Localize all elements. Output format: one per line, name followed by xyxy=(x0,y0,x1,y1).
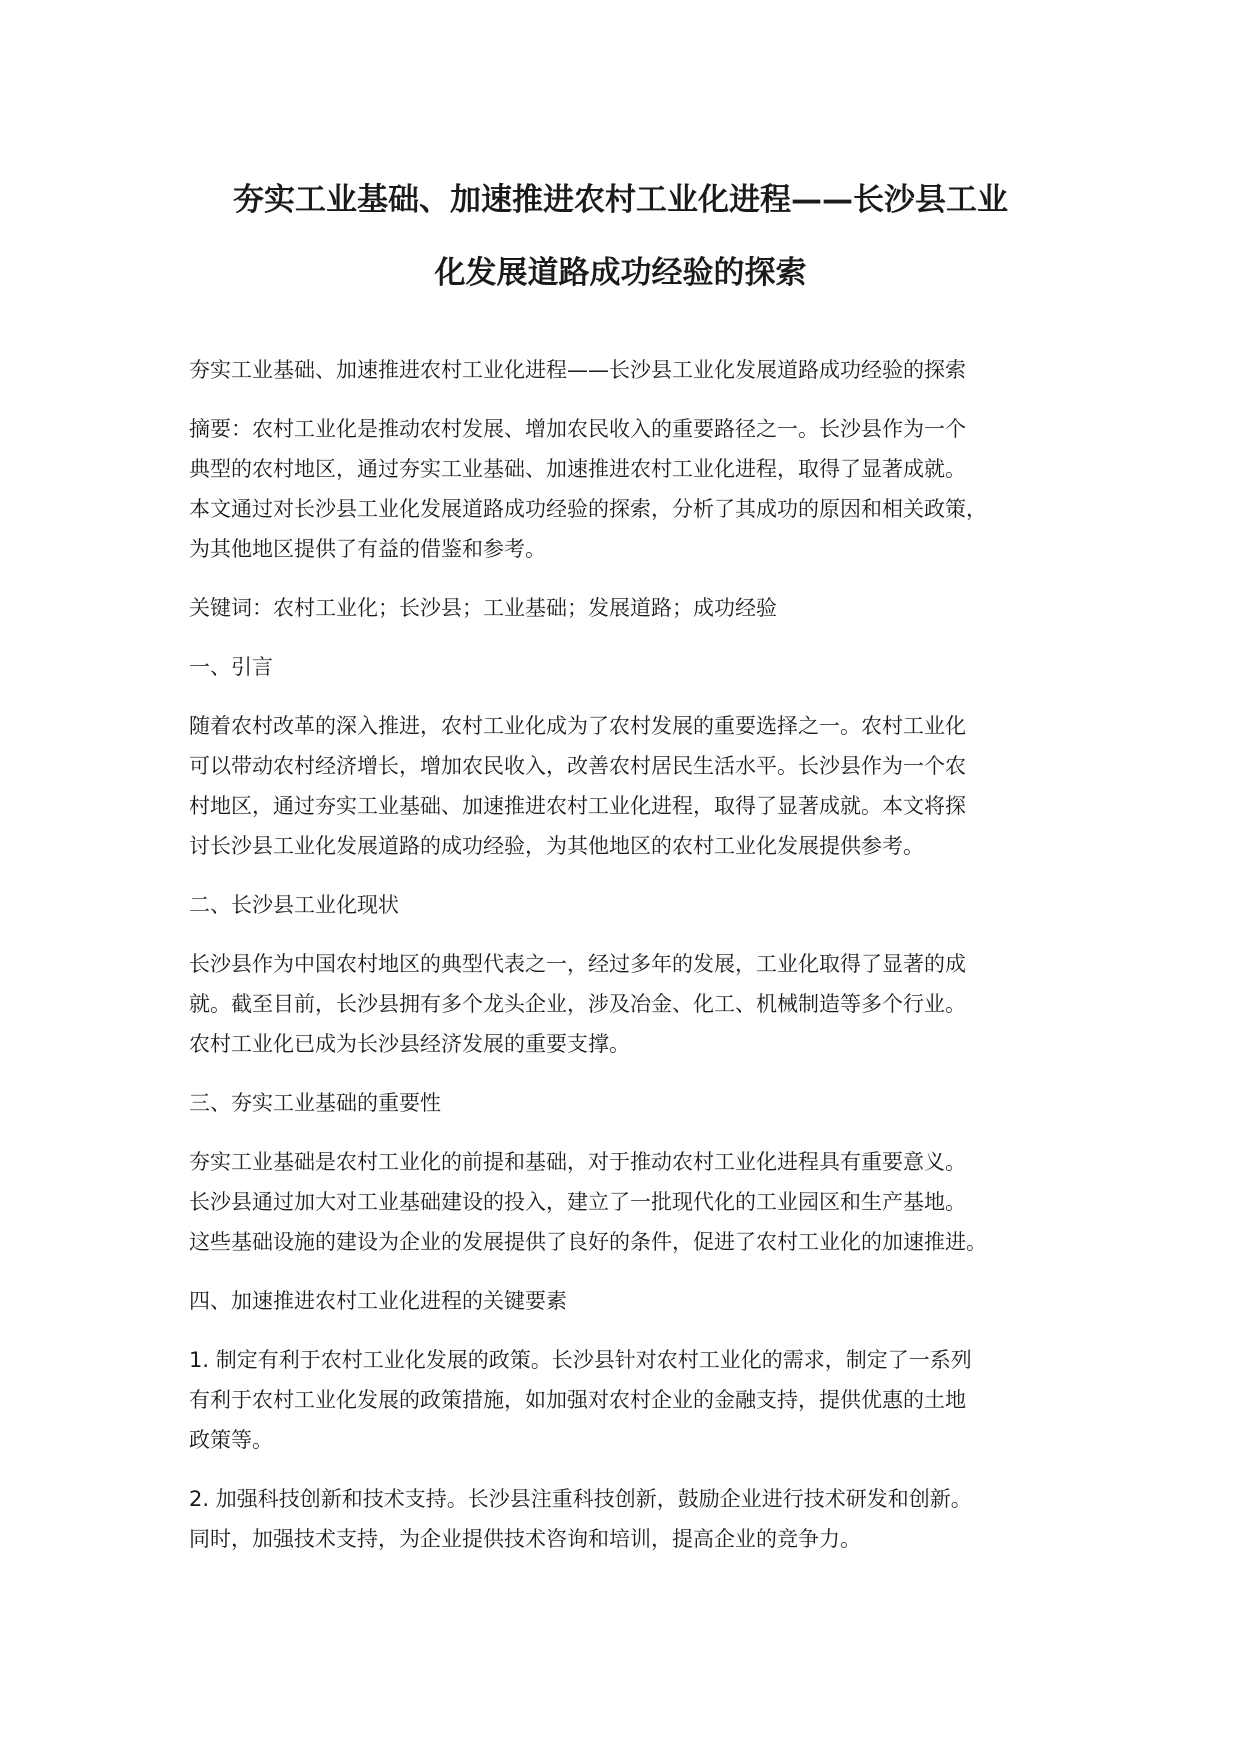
text-line: 就。截至目前，长沙县拥有多个龙头企业，涉及冶金、化工、机械制造等多个行业。 xyxy=(189,992,966,1016)
text-line: 村地区，通过夯实工业基础、加速推进农村工业化进程，取得了显著成就。本文将探 xyxy=(189,794,966,818)
text-line: 长沙县通过加大对工业基础建设的投入，建立了一批现代化的工业园区和生产基地。 xyxy=(189,1190,966,1214)
page-title-line-2: 化发展道路成功经验的探索 xyxy=(434,255,807,291)
status-paragraph xyxy=(189,944,1079,1064)
abstract-paragraph xyxy=(189,409,1079,569)
text-line: 关键词：农村工业化；长沙县；工业基础；发展道路；成功经验 xyxy=(189,596,777,620)
text-line: 为其他地区提供了有益的借鉴和参考。 xyxy=(189,537,546,561)
text-line: 这些基础设施的建设为企业的发展提供了良好的条件，促进了农村工业化的加速推进。 xyxy=(189,1230,987,1254)
factor-1-paragraph xyxy=(189,1340,1079,1460)
subtitle-paragraph xyxy=(189,350,1079,390)
text-line: 摘要：农村工业化是推动农村发展、增加农民收入的重要路径之一。长沙县作为一个 xyxy=(189,417,966,441)
text-line: 本文通过对长沙县工业化发展道路成功经验的探索，分析了其成功的原因和相关政策， xyxy=(189,497,987,521)
section-heading-intro xyxy=(189,647,1079,687)
text-line: 1. 制定有利于农村工业化发展的政策。长沙县针对农村工业化的需求，制定了一系列 xyxy=(189,1348,972,1372)
text-line: 可以带动农村经济增长，增加农民收入，改善农村居民生活水平。长沙县作为一个农 xyxy=(189,754,966,778)
text-line: 同时，加强技术支持，为企业提供技术咨询和培训，提高企业的竞争力。 xyxy=(189,1527,861,1551)
text-line: 典型的农村地区，通过夯实工业基础、加速推进农村工业化进程，取得了显著成就。 xyxy=(189,457,966,481)
foundation-paragraph xyxy=(189,1142,1079,1262)
text-line: 长沙县作为中国农村地区的典型代表之一，经过多年的发展，工业化取得了显著的成 xyxy=(189,952,966,976)
text-line: 一、引言 xyxy=(189,655,273,679)
text-line: 随着农村改革的深入推进，农村工业化成为了农村发展的重要选择之一。农村工业化 xyxy=(189,714,966,738)
section-heading-factors xyxy=(189,1281,1079,1321)
intro-paragraph xyxy=(189,706,1079,866)
section-heading-status xyxy=(189,885,1079,925)
text-line: 三、夯实工业基础的重要性 xyxy=(189,1091,441,1115)
text-line: 夯实工业基础是农村工业化的前提和基础，对于推动农村工业化进程具有重要意义。 xyxy=(189,1150,966,1174)
text-line: 2. 加强科技创新和技术支持。长沙县注重科技创新，鼓励企业进行技术研发和创新。 xyxy=(189,1487,972,1511)
document-body xyxy=(189,350,1079,1578)
keywords-paragraph xyxy=(189,588,1079,628)
text-line: 有利于农村工业化发展的政策措施，如加强对农村企业的金融支持，提供优惠的土地 xyxy=(189,1388,966,1412)
text-line: 四、加速推进农村工业化进程的关键要素 xyxy=(189,1289,567,1313)
text-line: 夯实工业基础、加速推进农村工业化进程——长沙县工业化发展道路成功经验的探索 xyxy=(189,358,966,382)
page-title-line-1: 夯实工业基础、加速推进农村工业化进程——长沙县工业 xyxy=(233,182,1008,218)
text-line: 政策等。 xyxy=(189,1428,273,1452)
text-line: 二、长沙县工业化现状 xyxy=(189,893,399,917)
section-heading-foundation xyxy=(189,1083,1079,1123)
text-line: 讨长沙县工业化发展道路的成功经验，为其他地区的农村工业化发展提供参考。 xyxy=(189,834,924,858)
text-line: 农村工业化已成为长沙县经济发展的重要支撑。 xyxy=(189,1032,630,1056)
factor-2-paragraph xyxy=(189,1479,1079,1559)
